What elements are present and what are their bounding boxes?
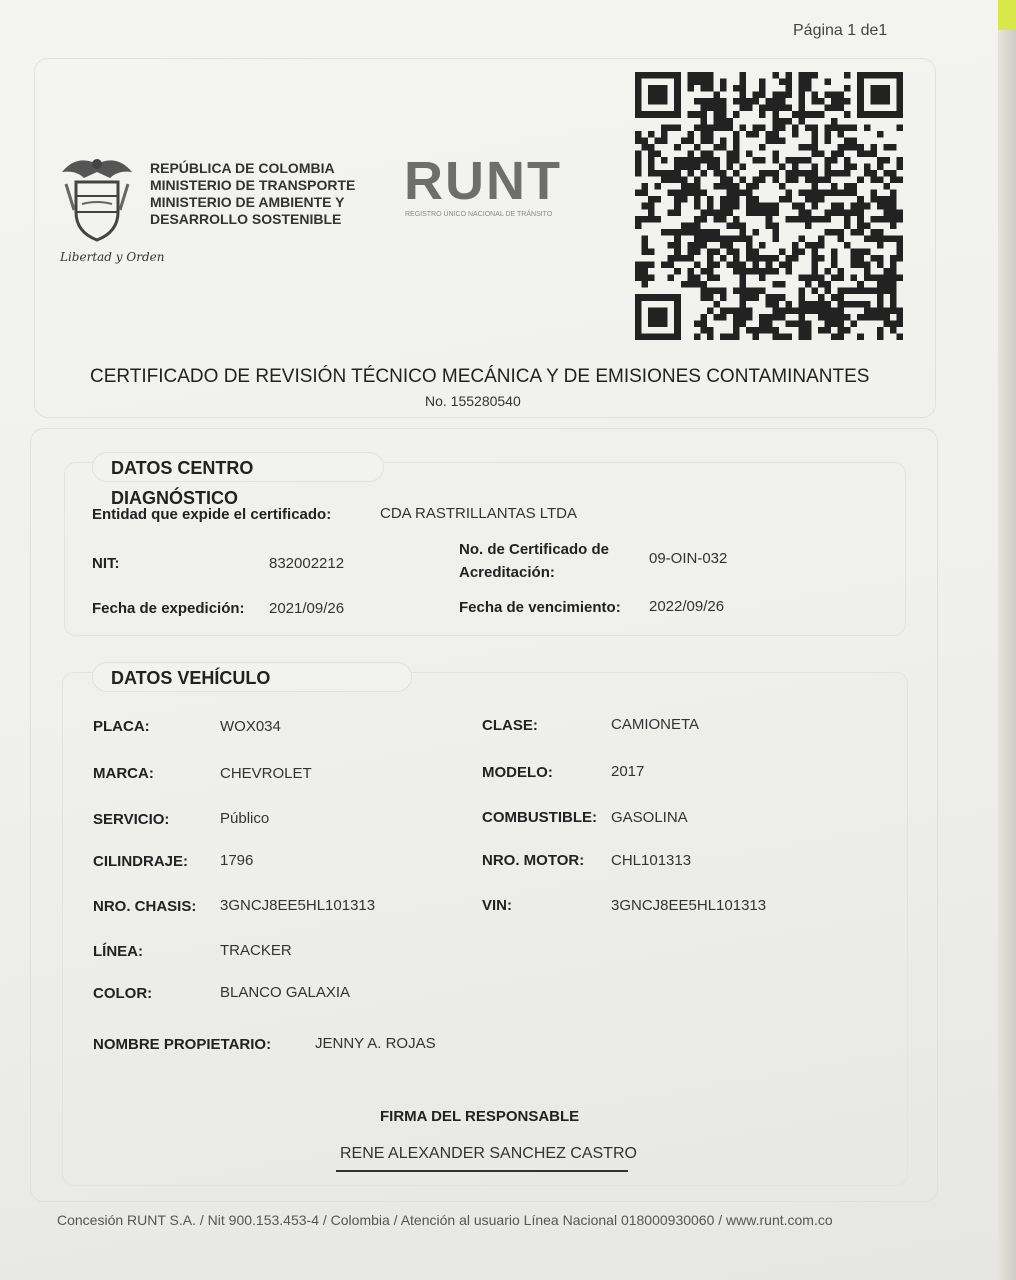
marca-value: CHEVROLET — [220, 765, 312, 782]
clase-label: CLASE: — [482, 717, 538, 734]
motor-value: CHL101313 — [611, 852, 692, 869]
page-number: Página 1 de1 — [793, 22, 888, 39]
entidad-value: CDA RASTRILLANTAS LTDA — [380, 505, 577, 522]
ministry-line: MINISTERIO DE AMBIENTE Y — [150, 194, 345, 210]
certificate-title: CERTIFICADO DE REVISIÓN TÉCNICO MECÁNICA Y DE EMISIONES CONTAMINANTES — [90, 366, 870, 387]
propietario-value: JENNY A. ROJAS — [315, 1035, 436, 1052]
vin-label: VIN: — [482, 897, 512, 914]
vin-value: 3GNCJ8EE5HL101313 — [611, 897, 767, 914]
linea-label: LÍNEA: — [93, 943, 143, 960]
ministry-line: MINISTERIO DE TRANSPORTE — [150, 177, 356, 193]
placa-label: PLACA: — [93, 718, 150, 735]
acreditacion-label-line: No. de Certificado de — [459, 541, 610, 558]
placa-value: WOX034 — [220, 718, 281, 735]
vencimiento-label: Fecha de vencimiento: — [459, 599, 621, 616]
paper-edge — [998, 0, 1016, 1280]
chasis-value: 3GNCJ8EE5HL101313 — [220, 897, 376, 914]
runt-logo: RUNT — [404, 151, 562, 211]
signature-name: RENE ALEXANDER SANCHEZ CASTRO — [340, 1145, 637, 1162]
combustible-label: COMBUSTIBLE: — [482, 809, 597, 826]
ministry-line: REPÚBLICA DE COLOMBIA — [150, 160, 335, 176]
propietario-label: NOMBRE PROPIETARIO: — [93, 1036, 272, 1053]
qr-code-icon — [634, 72, 904, 340]
runt-logo-subtitle: REGISTRO ÚNICO NACIONAL DE TRÁNSITO — [405, 211, 553, 218]
background-object — [998, 0, 1016, 30]
nit-value: 832002212 — [269, 555, 345, 572]
servicio-value: Público — [220, 810, 270, 827]
cilindraje-label: CILINDRAJE: — [93, 853, 189, 870]
color-label: COLOR: — [93, 985, 153, 1002]
modelo-label: MODELO: — [482, 764, 553, 781]
signature-title: FIRMA DEL RESPONSABLE — [380, 1108, 580, 1125]
vencimiento-value: 2022/09/26 — [649, 598, 725, 615]
footer-text: Concesión RUNT S.A. / Nit 900.153.453-4 / Colombia / Atención al usuario Línea Nacional 018000930060 / www.runt.com.co — [57, 1212, 833, 1228]
ministries-block — [150, 160, 355, 228]
servicio-label: SERVICIO: — [93, 811, 170, 828]
chasis-label: NRO. CHASIS: — [93, 898, 197, 915]
ministry-line: DESARROLLO SOSTENIBLE — [150, 211, 342, 227]
modelo-value: 2017 — [611, 763, 645, 780]
clase-value: CAMIONETA — [611, 716, 700, 733]
expedicion-label: Fecha de expedición: — [92, 600, 245, 617]
entidad-label: Entidad que expide el certificado: — [92, 506, 332, 523]
cilindraje-value: 1796 — [220, 852, 254, 869]
motor-label: NRO. MOTOR: — [482, 852, 585, 869]
acreditacion-label — [459, 538, 609, 584]
section-title-vehiculo: DATOS VEHÍCULO — [92, 662, 412, 692]
expedicion-value: 2021/09/26 — [269, 600, 345, 617]
seal-caption: Libertad y Orden — [60, 250, 165, 264]
section-title-centro: DATOS CENTRO DIAGNÓSTICO — [92, 452, 384, 482]
acreditacion-value: 09-OIN-032 — [649, 550, 728, 567]
linea-value: TRACKER — [220, 942, 292, 959]
color-value: BLANCO GALAXIA — [220, 984, 351, 1001]
coat-of-arms-icon — [52, 150, 142, 250]
signature-line — [336, 1170, 628, 1172]
certificate-number: No. 155280540 — [425, 393, 521, 409]
nit-label: NIT: — [92, 555, 120, 572]
marca-label: MARCA: — [93, 765, 154, 782]
acreditacion-label-line: Acreditación: — [459, 564, 555, 581]
combustible-value: GASOLINA — [611, 809, 688, 826]
